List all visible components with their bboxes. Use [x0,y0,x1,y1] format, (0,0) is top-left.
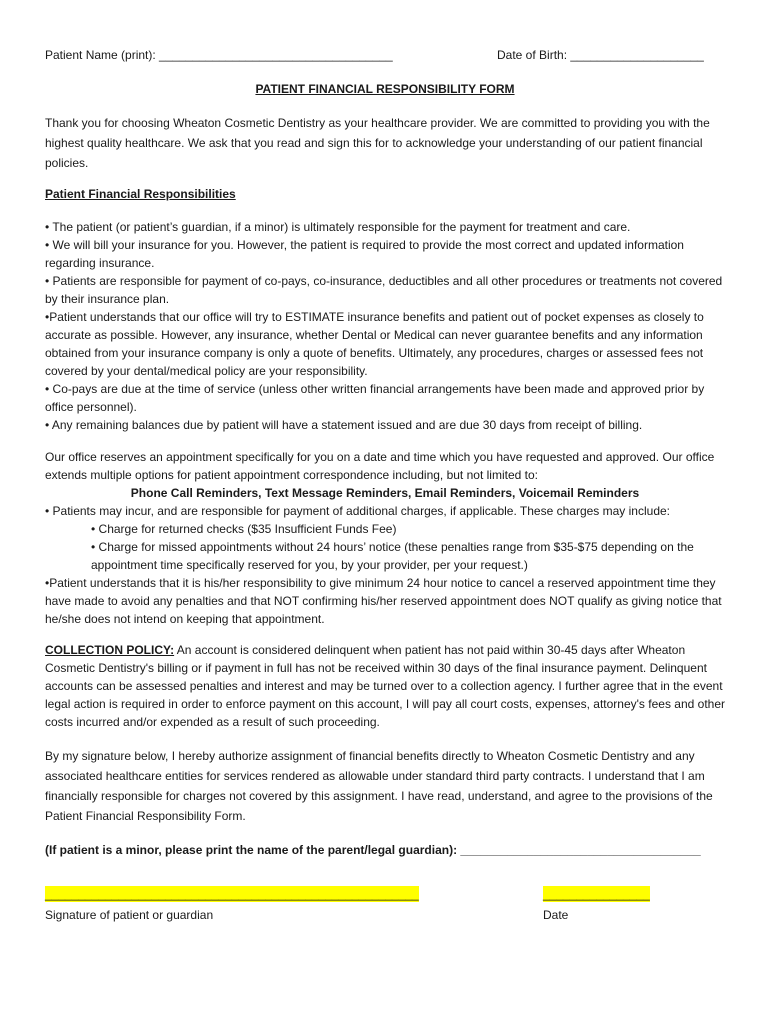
bullet-item: • The patient (or patient’s guardian, if a minor) is ultimately responsible for the payment for treatment and care. [45,220,631,234]
patient-name-field [45,46,725,64]
bullet-item: • Any remaining balances due by patient will have a statement issued and are due 30 days from receipt of billing. [45,418,643,432]
bullet-item: •Patient understands that our office will try to ESTIMATE insurance benefits and patient out of pocket expenses as closely to accurate as possible. However, any insurance, whether Dental or Medical can never guarantee benefits and any information obtained from your insurance company is only a quote of benefits. Ultimately, any procedures, charges or assessed fees not covered by your dental/medical policy are your responsibility. [45,310,704,378]
guardian-name-field: (If patient is a minor, please print the name of the parent/legal guardian): ____________________________________ [45,843,701,857]
collection-policy-text: An account is considered delinquent when patient has not paid within 30-45 days after Wheaton Cosmetic Dentistry's billing or if payment in full has not be received within 30 days of the final insurance payment. Delinquent accounts can be assessed penalties and interest and may be turned over to a collection agency. I further agree that in the event legal action is required in order to enforce payment on this account, I will pay all court costs, expenses, attorney's fees and other costs incurred and/or expended as a result of such proceeding. [45,643,725,729]
signature-label: Signature of patient or guardian [45,908,214,922]
bullet-item: • Patients are responsible for payment of co-pays, co-insurance, deductibles and all other procedures or treatments not covered by their insurance plan. [45,274,723,306]
signature-line: ________________________________________________________ [45,887,419,901]
bullet-item: • We will bill your insurance for you. However, the patient is required to provide the most correct and updated information regarding insurance. [45,238,684,270]
charge-missed-appointments: • Charge for missed appointments without 24 hours’ notice (these penalties range from $35-$75 depending on the appointment time specifically reserved for you, by your provider, per your request.) [91,540,694,572]
collection-policy [45,641,725,731]
cancellation-notice: •Patient understands that it is his/her responsibility to give minimum 24 hour notice to cancel a reserved appointment time they have made to avoid any penalties and that NOT confirming his/her reserved appointment does NOT qualify as giving notice that he/she does not intend on keeping that appointment. [45,576,722,626]
form-title: PATIENT FINANCIAL RESPONSIBILITY FORM [255,82,515,96]
charge-returned-checks: • Charge for returned checks ($35 Insufficient Funds Fee) [91,522,397,536]
responsibility-bullets [45,218,725,434]
section-heading: Patient Financial Responsibilities [45,187,236,201]
reminder-options: Phone Call Reminders, Text Message Reminders, Email Reminders, Voicemail Reminders [130,486,640,500]
authorization-paragraph: By my signature below, I hereby authorize assignment of financial benefits directly to Wheaton Cosmetic Dentistry and any associated healthcare entities for services rendered as allowable under standard third party contracts. I understand that I am financially responsible for charges not covered by this assignment. I have read, understand, and agree to the provisions of the Patient Financial Responsibility Form. [45,749,713,823]
date-label: Date [543,908,569,922]
appointments-section [45,448,725,628]
patient-name-label: Patient Name (print): ___________________________________ [45,48,393,62]
additional-charges: • Patients may incur, and are responsible for payment of additional charges, if applicable. These charges may include: [45,504,670,518]
date-of-birth-field: Date of Birth: ____________________ [497,48,704,62]
collection-policy-label: COLLECTION POLICY: [45,643,175,657]
date-line: ________________ [543,887,650,901]
intro-paragraph: Thank you for choosing Wheaton Cosmetic Dentistry as your healthcare provider. We are committed to providing you with the highest quality healthcare. We ask that you read and sign this for to acknowledge your understanding of our patient financial policies. [45,116,710,170]
bullet-item: • Co-pays are due at the time of service (unless other written financial arrangements have been made and approved prior by office personnel). [45,382,705,414]
appointments-paragraph: Our office reserves an appointment specifically for you on a date and time which you have requested and approved. Our office extends multiple options for patient appointment correspondence including, but not limited to: [45,450,715,482]
